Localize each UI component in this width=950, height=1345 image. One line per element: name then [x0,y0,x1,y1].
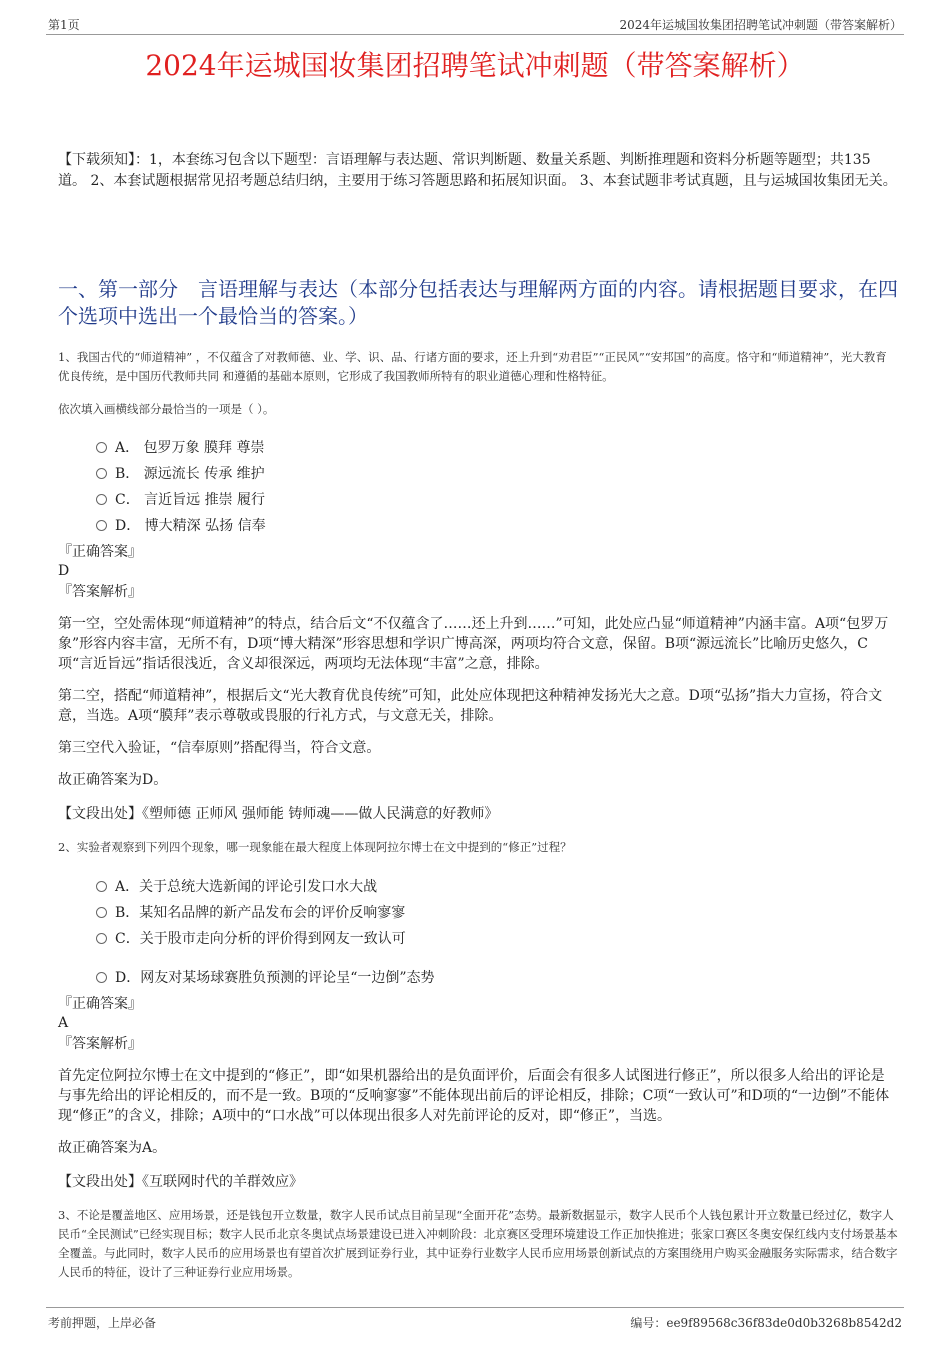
q1-analysis-p3: 第三空代入验证，“信奉原则”搭配得当，符合文意。 [58,740,381,756]
page-header [46,14,904,35]
page-footer [46,1307,904,1338]
q2-analysis-p1: 首先定位阿拉尔博士在文中提到的“修正”，即“如果机器给出的是负面评价，后面会有很多人试图进行修正”，所以很多人给出的评论是与事先给出的评论相反的，而不是一致。B项的“反响寥寥”不能体现出前后的评论相反，排除；C项“一致认可”和D项的“一边倒”不能体现“修正”的含义，排除；A项中的“口水战”可以体现出很多人对先前评论的反对，即“修正”，当选。 [58,1068,890,1124]
q1-option-c[interactable]: C． 言近旨远 推崇 履行 [96,489,265,509]
q1-analysis-label: 『答案解析』 [58,584,142,600]
q2-answer-label: 『正确答案』 [58,996,142,1012]
q3-stem: 3、不论是覆盖地区、应用场景，还是钱包开立数量，数字人民币试点目前呈现“全面开花”态势。最新数据显示，数字人民币个人钱包累计开立数量已经过亿，数字人民币“全民测试”已经实现目标；数字人民币北京冬奥试点场景建设已进入冲刺阶段：北京赛区受理环境建设工作正加快推进；张家口赛区冬奥安保红线内支付场景基本全覆盖。与此同时，数字人民币的应用场景也有望首次扩展到证券行业，其中证券行业数字人民币应用场景创新试点的方案围绕用户购买金融服务实际需求，结合数字人民币的特征，设计了三种证券行业应用场景。 [58,1208,898,1279]
radio-icon[interactable] [96,442,107,453]
q2-answer: A [58,1015,69,1031]
q2-option-b[interactable]: B．某知名品牌的新产品发布会的评价反响寥寥 [96,902,405,922]
q2-analysis-p2: 故正确答案为A。 [58,1140,167,1156]
q2-analysis-label: 『答案解析』 [58,1036,142,1052]
q2-stem: 2、实验者观察到下列四个现象，哪一现象能在最大程度上体现阿拉尔博士在文中提到的“修正”过程？ [58,840,572,854]
q1-source: 【文段出处】《塑师德 正师风 强师能 铸师魂——做人民满意的好教师》 [58,806,499,822]
q2-option-a[interactable]: A．关于总统大选新闻的评论引发口水大战 [96,876,377,896]
page-title: 2024年运城国妆集团招聘笔试冲刺题（带答案解析） [145,49,805,82]
download-notice: 【下载须知】：1，本套练习包含以下题型：言语理解与表达题、常识判断题、数量关系题、判断推理题和资料分析题等题型；共135道。 2、本套试题根据常见招考题总结归纳，主要用于练习答题思路和拓展知识面。 3、本套试题非考试真题，且与运城国妆集团无关。 [58,152,897,189]
q1-analysis-p4: 故正确答案为D。 [58,772,168,788]
radio-icon[interactable] [96,972,107,983]
q1-option-a[interactable]: A． 包罗万象 膜拜 尊崇 [96,437,264,457]
q1-stem: 1、我国古代的“师道精神” ，不仅蕴含了对教师德、业、学、识、品、行诸方面的要求，还上升到“劝君臣”“正民风”“安邦国”的高度。恪守和“师道精神”，光大教育优良传统，是中国历代教师共同 和遵循的基础本原则，它形成了我国教师所特有的职业道德心理和性格特征。 [58,350,887,383]
footer-doc-id: 编号：ee9f89568c36f83de0d0b3268b8542d2 [630,1316,902,1330]
radio-icon[interactable] [96,933,107,944]
radio-icon[interactable] [96,494,107,505]
q1-prompt: 依次填入画横线部分最恰当的一项是（ ）。 [58,402,275,416]
q1-answer-label: 『正确答案』 [58,544,142,560]
q1-analysis-p1: 第一空，空处需体现“师道精神”的特点，结合后文“不仅蕴含了……还上升到……”可知，此处应凸显“师道精神”内涵丰富。A项“包罗万象”形容内容丰富，无所不有，D项“博大精深”形容思想和学识广博高深，两项均符合文意，保留。B项“源远流长”比喻历史悠久，C项“言近旨远”指话很浅近，含义却很深远，两项均无法体现“丰富”之意，排除。 [58,616,889,672]
radio-icon[interactable] [96,468,107,479]
q2-source: 【文段出处】《互联网时代的羊群效应》 [58,1174,303,1190]
header-doc-title: 2024年运城国妆集团招聘笔试冲刺题（带答案解析） [619,18,902,32]
q1-option-d[interactable]: D． 博大精深 弘扬 信奉 [96,515,266,535]
radio-icon[interactable] [96,520,107,531]
radio-icon[interactable] [96,907,107,918]
q2-option-d[interactable]: D．网友对某场球赛胜负预测的评论呈“一边倒”态势 [96,967,435,987]
q1-analysis-p2: 第二空，搭配“师道精神”，根据后文“光大教育优良传统”可知，此处应体现把这种精神发扬光大之意。D项“弘扬”指大力宣扬，符合文意，当选。A项“膜拜”表示尊敬或畏服的行礼方式，与文意无关，排除。 [58,688,883,724]
q2-option-c[interactable]: C．关于股市走向分析的评价得到网友一致认可 [96,928,406,948]
q1-answer: D [58,563,70,579]
q1-option-b[interactable]: B． 源远流长 传承 维护 [96,463,265,483]
page-number: 第1页 [48,18,80,32]
footer-slogan: 考前押题，上岸必备 [48,1316,157,1330]
radio-icon[interactable] [96,881,107,892]
section-heading: 一、第一部分 言语理解与表达（本部分包括表达与理解两方面的内容。请根据题目要求，在四个选项中选出一个最恰当的答案。） [58,277,898,328]
